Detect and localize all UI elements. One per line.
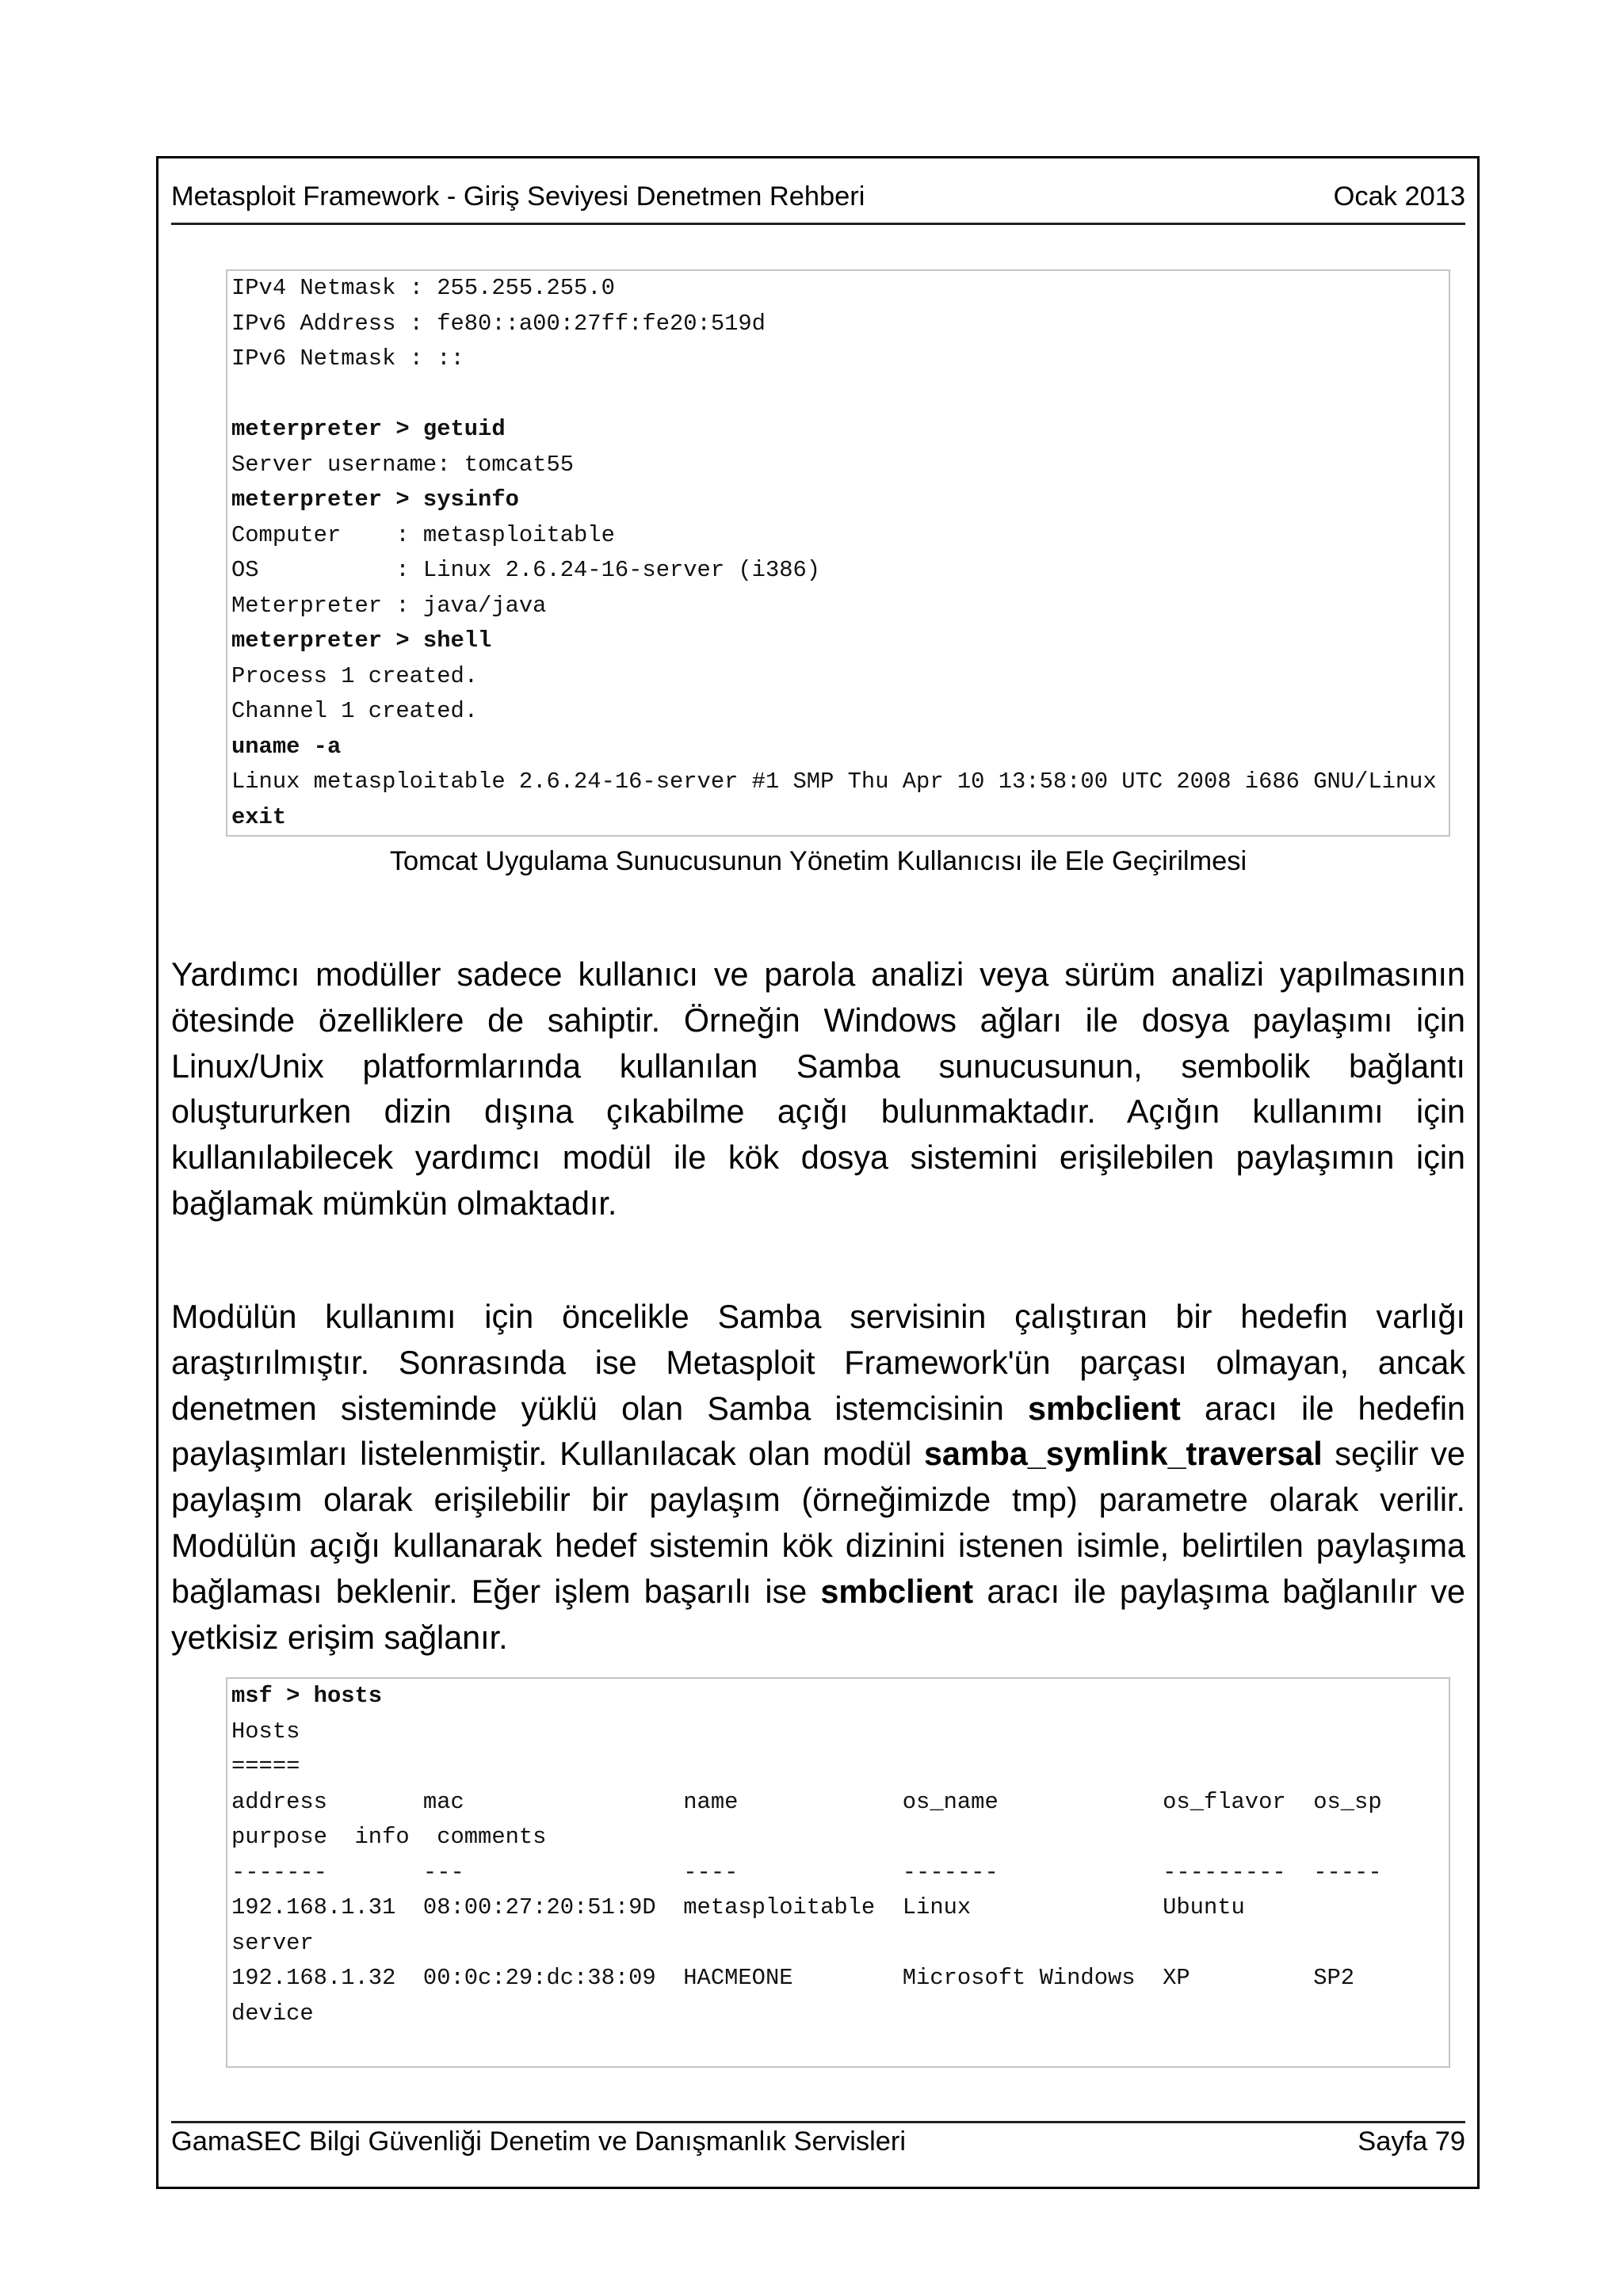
hosts-table-row: device <box>231 2000 314 2027</box>
blank-line <box>231 377 1449 413</box>
page-footer <box>171 2124 1465 2159</box>
code-line: Meterpreter : java/java <box>231 592 547 619</box>
command-line: meterpreter > getuid <box>231 416 506 442</box>
paragraph-text: Modülün kullanımı için öncelikle Samba servisinin çalıştıran bir hedefin varlığı araştırılmıştır. Sonrasında ise Metasploit Framework'ün parçası olmayan, ancak denetmen sisteminde yüklü olan Samba istemcisinin <box>171 1299 1465 1427</box>
hosts-table-row: server <box>231 1929 314 1956</box>
terminal-output-block <box>226 269 1450 837</box>
terminal-hosts-block <box>226 1677 1450 2068</box>
tool-name-bold: smbclient <box>820 1573 974 1610</box>
code-line: IPv6 Netmask : :: <box>231 345 464 372</box>
paragraph-text: seçilir ve paylaşım olarak erişilebilir bir paylaşım (örneğimizde tmp) parametre olarak verilir. Modülün açığı kullanarak hedef sistemin kök dizinini istenen isimle, belirtilen paylaşıma bağlaması beklenir. Eğer işlem başarılı ise <box>171 1436 1465 1610</box>
hosts-table-header: address mac name os_name os_flavor os_sp <box>231 1788 1382 1815</box>
figure-caption: Tomcat Uygulama Sunucusunun Yönetim Kullanıcısı ile Ele Geçirilmesi <box>389 846 1247 876</box>
page-number: Sayfa 79 <box>1358 2126 1465 2157</box>
hosts-table-row: 192.168.1.31 08:00:27:20:51:9D metasploitable Linux Ubuntu <box>231 1894 1245 1920</box>
code-line: Hosts <box>231 1718 300 1745</box>
paragraph-text: aracı ile paylaşıma bağlanılır ve yetkisiz erişim sağlanır. <box>171 1573 1465 1656</box>
footer-company: GamaSEC Bilgi Güvenliği Denetim ve Danışmanlık Servisleri <box>171 2126 906 2157</box>
body-paragraph: Yardımcı modüller sadece kullanıcı ve parola analizi veya sürüm analizi yapılmasının ötesinde özelliklere de sahiptir. Örneğin Windows ağları ile dosya paylaşımı için Linux/Unix platformlarında kullanılan Samba sunucusunun, sembolik bağlantı oluştururken dizin dışına çıkabilme açığı bulunmaktadır. Açığın kullanımı için kullanılabilecek yardımcı modül ile kök dosya sistemini erişilebilen paylaşımın için bağlamak mümkün olmaktadır. <box>171 956 1465 1222</box>
tool-name-bold: smbclient <box>1028 1390 1181 1427</box>
code-line: Computer : metasploitable <box>231 521 615 548</box>
code-line: OS : Linux 2.6.24-16-server (i386) <box>231 557 821 583</box>
code-line: Linux metasploitable 2.6.24-16-server #1 SMP Thu Apr 10 13:58:00 UTC 2008 i686 GNU/Linux <box>231 769 1437 795</box>
page-header <box>171 179 1465 214</box>
code-line: IPv4 Netmask : 255.255.255.0 <box>231 275 615 301</box>
footer-rule <box>171 2121 1465 2123</box>
hosts-table-header: purpose info comments <box>231 1824 547 1850</box>
code-line: Process 1 created. <box>231 662 479 689</box>
command-line: msf > hosts <box>231 1683 383 1709</box>
module-name-bold: samba_symlink_traversal <box>923 1436 1323 1473</box>
header-date: Ocak 2013 <box>1333 181 1465 212</box>
hosts-table-separator: ------- --- ---- ------- --------- ----- <box>231 1859 1382 1886</box>
command-line: meterpreter > sysinfo <box>231 486 519 513</box>
header-title: Metasploit Framework - Giriş Seviyesi Denetmen Rehberi <box>171 181 865 212</box>
body-paragraph <box>171 1295 1465 1661</box>
hosts-table-row: 192.168.1.32 00:0c:29:dc:38:09 HACMEONE Microsoft Windows XP SP2 <box>231 1965 1355 1991</box>
code-line: Server username: tomcat55 <box>231 451 575 478</box>
code-line: ===== <box>231 1753 300 1779</box>
command-line: exit <box>231 803 287 830</box>
header-rule <box>171 223 1465 225</box>
code-line: Channel 1 created. <box>231 698 479 724</box>
command-line: meterpreter > shell <box>231 627 492 654</box>
command-line: uname -a <box>231 733 342 760</box>
code-line: IPv6 Address : fe80::a00:27ff:fe20:519d <box>231 310 766 337</box>
paragraph-text: aracı ile hedefin paylaşımları listelenmiştir. Kullanılacak olan modül <box>171 1390 1465 1473</box>
